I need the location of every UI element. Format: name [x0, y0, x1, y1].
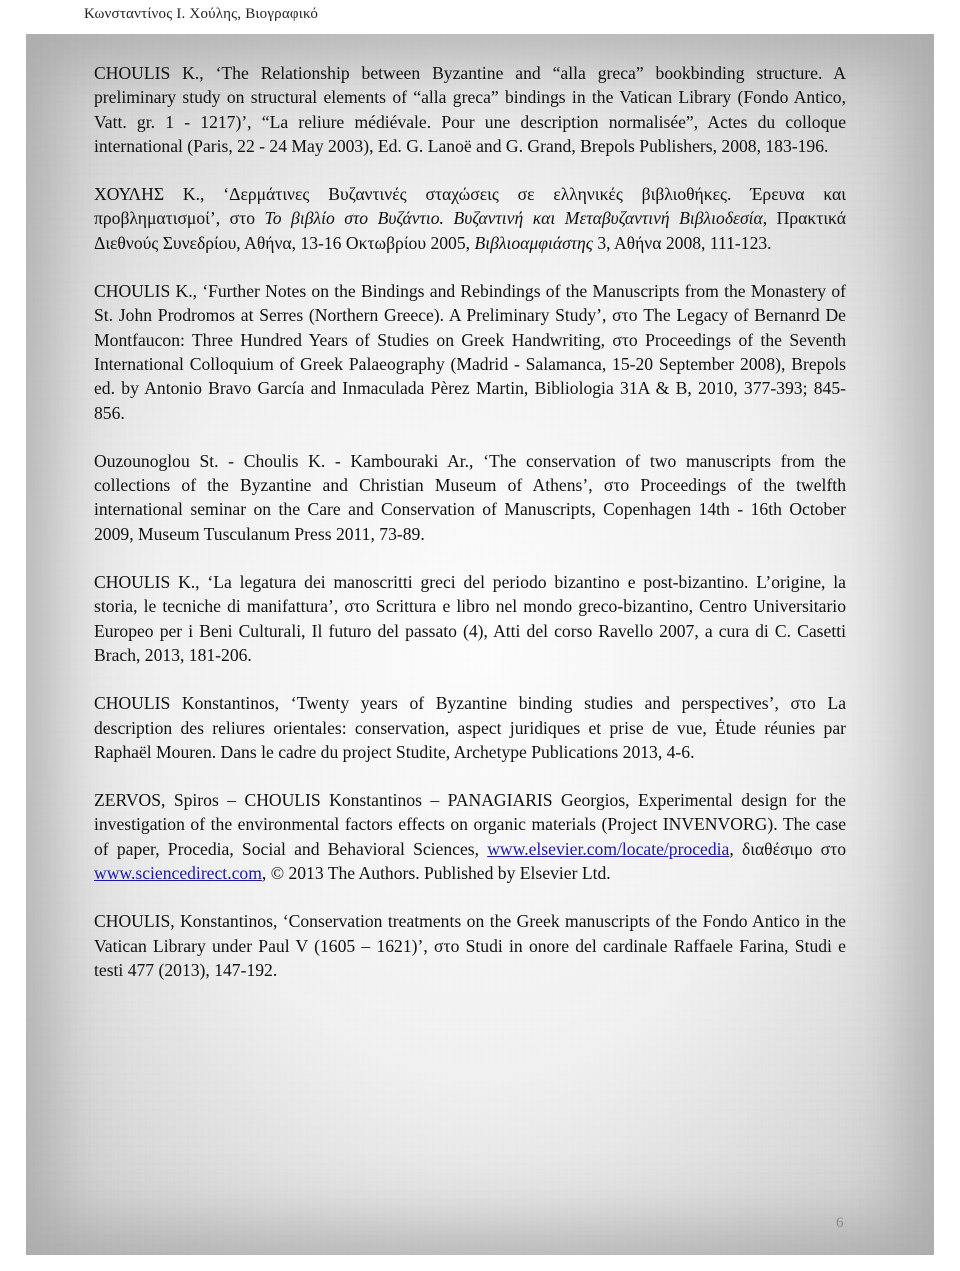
running-title: Κωνσταντίνος Ι. Χούλης, Βιογραφικό: [84, 6, 319, 22]
bibliography-entry: [94, 788, 846, 885]
entry-text: CHOULIS K., ‘The Relationship between Byzantine and “alla greca” bookbinding structure. A preliminary study on structural elements of “alla greca” bindings in the Vatican Library (Fondo Antico, Vatt. gr. 1 - 1217)’, “La reliure médiévale. Pour une description normalisée”, Actes du colloque international (Paris, 22 - 24 May 2003), Ed. G. Lanoë and G. Grand, Brepols Publishers, 2008, 183-196.: [94, 63, 846, 156]
entry-text: , διαθέσιμο στο: [729, 838, 846, 859]
entry-text: ZERVOS, Spiros – CHOULIS Konstantinos – PANAGIARIS Georgios, Experimental design for the investigation of the environmental factors effects on organic materials (Project INVENVORG). The case of paper, Procedia, Social and Behavioral Sciences,: [94, 790, 846, 859]
entry-text: 3, Αθήνα 2008, 111-123.: [592, 232, 772, 253]
page-number: 6: [836, 1215, 844, 1231]
entry-series-title: Βιβλιοαμφιάστης: [474, 232, 593, 253]
entry-text: CHOULIS, Konstantinos, ‘Conservation treatments on the Greek manuscripts of the Fondo Antico in the Vatican Library under Paul V (1605 – 1621)’, στο Studi in onore del cardinale Raffaele Farina, Studi e testi 477 (2013), 147-192.: [94, 911, 846, 980]
elsevier-link[interactable]: www.elsevier.com/locate/procedia: [487, 838, 730, 859]
entry-text: ΧΟΥΛΗΣ Κ., ‘Δερμάτινες Βυζαντινές σταχώσεις σε ελληνικές βιβλιοθήκες. Έρευνα και προβληματισμοί’, στο: [94, 184, 846, 229]
bibliography-entry: [94, 61, 846, 158]
bibliography-entry: [94, 182, 846, 255]
entry-text: CHOULIS Konstantinos, ‘Twenty years of Byzantine binding studies and perspectives’, στο La description des reliures orientales: conservation, aspect juridiques et prise de vue, Ėtude réunies par Raphaël Mouren. Dans le cadre du project Studite, Archetype Publications 2013, 4-6.: [94, 693, 846, 762]
bibliography-entry: [94, 570, 846, 667]
entry-text: CHOULIS K., ‘Further Notes on the Bindings and Rebindings of the Manuscripts from the Monastery of St. John Prodromos at Serres (Northern Greece). A Preliminary Study’, στο The Legacy of Bernanrd De Montfaucon: Three Hundred Years of Studies on Greek Handwriting, στο Proceedings of the Seventh International Colloquium of Greek Palaeography (Madrid - Salamanca, 15-20 September 2008), Brepols ed. by Antonio Bravo García and Inmaculada Pèrez Martin, Bibliologia 31A & B, 2010, 377-393; 845-856.: [94, 281, 846, 423]
entry-text: CHOULIS K., ‘La legatura dei manoscritti greci del periodo bizantino e post-bizantino. L’origine, la storia, le tecniche di manifattura’, στο Scrittura e libro nel mondo greco-bizantino, Centro Universitario Europeo per i Beni Culturali, Il futuro del passato (4), Atti del corso Ravello 2007, a cura di C. Casetti Brach, 2013, 181-206.: [94, 572, 846, 665]
entry-text: , Πρακτικά Διεθνούς Συνεδρίου, Αθήνα, 13-16 Οκτωβρίου 2005,: [94, 208, 846, 253]
entry-text: Ouzounoglou St. - Choulis K. - Kambouraki Ar., ‘The conservation of two manuscripts from the collections of the Byzantine and Christian Museum of Athens’, στο Proceedings of the twelfth international seminar on the Care and Conservation of Manuscripts, Copenhagen 14th - 16th October 2009, Museum Tusculanum Press 2011, 73-89.: [94, 450, 846, 544]
bibliography-entry: [94, 279, 846, 425]
bibliography-entry: [94, 909, 846, 982]
page-header: [0, 0, 960, 34]
bibliography-entry: [94, 449, 846, 546]
entry-book-title: Το βιβλίο στο Βυζάντιο. Βυζαντινή και Μεταβυζαντινή Βιβλιοδεσία: [264, 208, 763, 229]
bibliography-entry: [94, 691, 846, 764]
bibliography-list: [94, 61, 846, 1006]
entry-text: , © 2013 The Authors. Published by Elsevier Ltd.: [261, 863, 611, 884]
sciencedirect-link[interactable]: www.sciencedirect.com: [94, 863, 262, 884]
